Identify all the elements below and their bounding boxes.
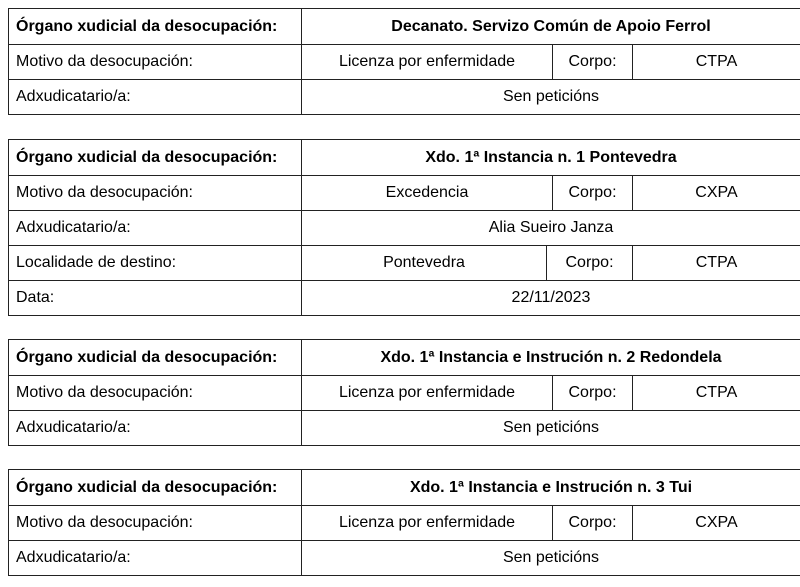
adxudicatario-label: Adxudicatario/a: [9,411,302,445]
corpo-label: Corpo: [547,246,633,280]
adxudicatario-label: Adxudicatario/a: [9,211,302,245]
motivo-row [9,44,800,79]
organo-row [9,140,800,175]
organo-row [9,9,800,44]
corpo-label: Corpo: [553,376,633,410]
motivo-value: Licenza por enfermidade [302,506,553,540]
vacancy-block-3 [8,339,800,446]
adxudicatario-value: Alia Sueiro Janza [488,219,614,236]
motivo-value: Licenza por enfermidade [302,376,553,410]
motivo-row [9,175,800,210]
vacancy-block-4 [8,469,800,576]
localidade-label: Localidade de destino: [9,246,302,280]
corpo-label: Corpo: [553,176,633,210]
organo-value: Xdo. 1ª Instancia e Instrución n. 3 Tui [409,478,693,496]
localidade-value: Pontevedra [302,246,547,280]
data-value: 22/11/2023 [511,289,591,306]
organo-label: Órgano xudicial da desocupación: [9,340,302,375]
adxudicatario-row [9,410,800,445]
motivo-label: Motivo da desocupación: [9,45,302,79]
data-label: Data: [9,281,302,315]
localidade-row [9,245,800,280]
organo-row [9,340,800,375]
adxudicatario-value: Sen peticións [502,88,600,105]
organo-label: Órgano xudicial da desocupación: [9,140,302,175]
organo-row [9,470,800,505]
motivo-label: Motivo da desocupación: [9,376,302,410]
adxudicatario-row [9,210,800,245]
motivo-label: Motivo da desocupación: [9,176,302,210]
corpo-label: Corpo: [553,506,633,540]
organo-label: Órgano xudicial da desocupación: [9,9,302,44]
organo-value: Xdo. 1ª Instancia e Instrución n. 2 Redondela [380,348,722,366]
motivo-row [9,375,800,410]
motivo-label: Motivo da desocupación: [9,506,302,540]
adxudicatario-row [9,540,800,575]
corpo-value: CTPA [695,384,738,401]
adxudicatario-label: Adxudicatario/a: [9,80,302,114]
corpo-value: CXPA [695,184,738,201]
corpo-value: CXPA [695,514,738,531]
motivo-value: Excedencia [302,176,553,210]
data-row [9,280,800,315]
adxudicatario-label: Adxudicatario/a: [9,541,302,575]
motivo-value: Licenza por enfermidade [302,45,553,79]
corpo-label: Corpo: [553,45,633,79]
adxudicatario-row [9,79,800,114]
corpo-value: CTPA [695,254,738,271]
motivo-row [9,505,800,540]
adxudicatario-value: Sen peticións [502,419,600,436]
vacancy-block-2 [8,139,800,316]
vacancy-block-1 [8,8,800,115]
organo-value: Xdo. 1ª Instancia n. 1 Pontevedra [425,148,677,166]
adxudicatario-value: Sen peticións [502,549,600,566]
organo-value: Decanato. Servizo Común de Apoio Ferrol [391,17,711,35]
corpo-value: CTPA [695,53,738,70]
organo-label: Órgano xudicial da desocupación: [9,470,302,505]
